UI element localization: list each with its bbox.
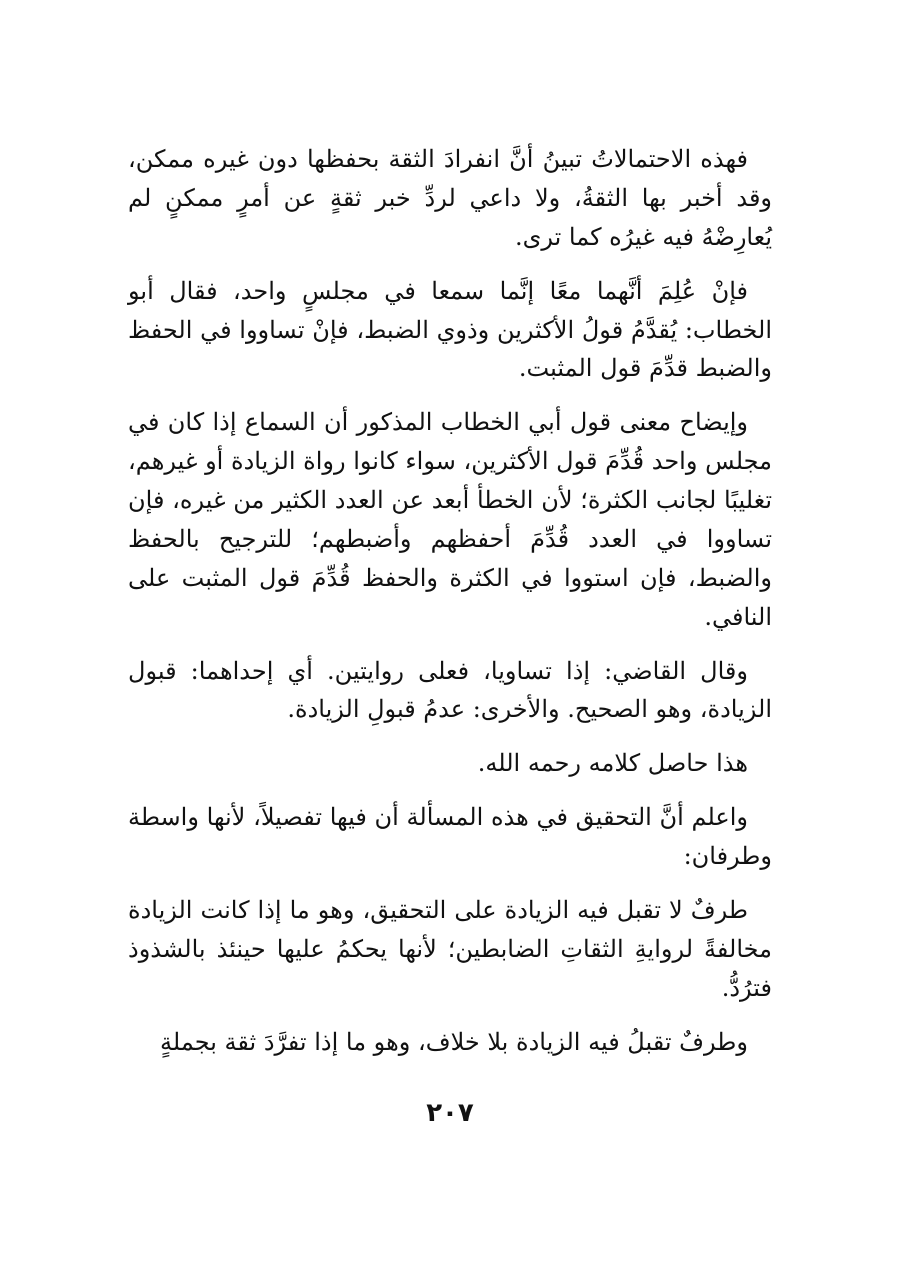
paragraph-6: واعلم أنَّ التحقيق في هذه المسألة أن فيها تفصيلاً، لأنها واسطة وطرفان: [128,803,772,870]
page-number: ٢٠٧ [426,1098,474,1128]
paragraph-8: وطرفٌ تقبلُ فيه الزيادة بلا خلاف، وهو ما إذا تفرَّدَ ثقة بجملةٍ [160,1027,748,1056]
paragraph-1: فهذه الاحتمالاتُ تبينُ أنَّ انفرادَ الثقة بحفظها دون غيره ممكن، وقد أخبر بها الثقةُ، ولا داعي لردِّ خبر ثقةٍ عن أمرٍ ممكنٍ لم يُعارِضْهُ فيه غيرُه كما ترى. [128,145,772,251]
paragraph-3: وإيضاح معنى قول أبي الخطاب المذكور أن السماع إذا كان في مجلس واحد قُدِّمَ قول الأكثرين، سواء كانوا رواة الزيادة أو غيرهم، تغليبًا لجانب الكثرة؛ لأن الخطأ أبعد عن العدد الكثير من غيره، فإن تساووا في العدد قُدِّمَ أحفظهم وأضبطهم؛ للترجيح بالحفظ والضبط، فإن استووا في الكثرة والحفظ قُدِّمَ قول المثبت على النافي. [128,408,772,631]
paragraph-2: فإنْ عُلِمَ أنَّهما معًا إنَّما سمعا في مجلسٍ واحد، فقال أبو الخطاب: يُقدَّمُ قولُ الأكثرين وذوي الضبط، فإنْ تساووا في الحفظ والضبط قدِّمَ قول المثبت. [128,276,772,383]
paragraph-5: هذا حاصل كلامه رحمه الله. [477,749,748,778]
paragraph-4: وقال القاضي: إذا تساويا، فعلى روايتين. أي إحداهما: قبول الزيادة، وهو الصحيح. والأخرى: عدمُ قبولِ الزيادة. [128,656,772,724]
page-body [128,140,772,1076]
paragraph-7: طرفٌ لا تقبل فيه الزيادة على التحقيق، وهو ما إذا كانت الزيادة مخالفةً لروايةِ الثقاتِ الضابطين؛ لأنها يحكمُ عليها حينئذ بالشذوذ فترُدُّ. [128,895,772,1002]
